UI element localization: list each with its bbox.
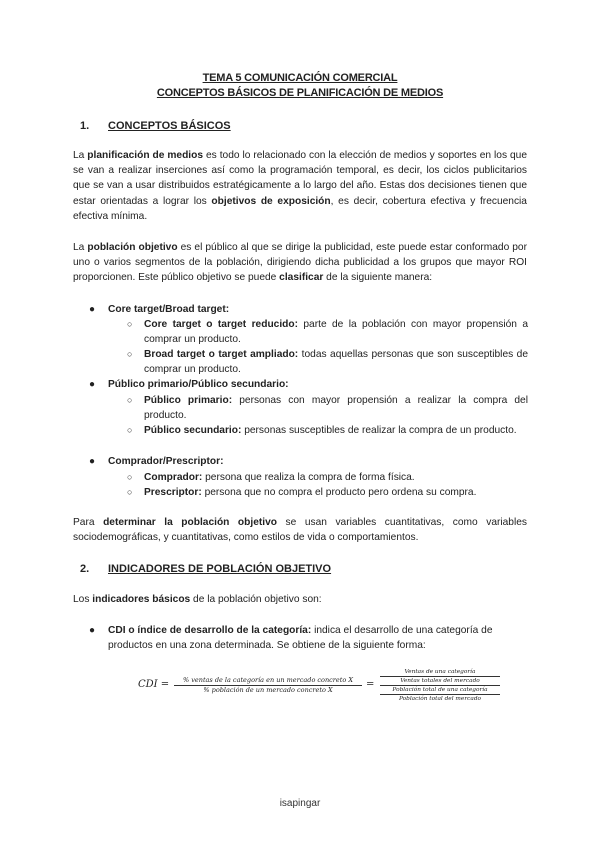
- list-subitem-comprador: ○ Comprador: persona que realiza la compra de forma física.: [127, 472, 415, 483]
- formula-num-bottom: Ventas totales del mercado: [400, 678, 480, 684]
- formula-lhs: CDI =: [138, 679, 170, 690]
- list-item-cdi: ● CDI o índice de desarrollo de la categoría: indica el desarrollo de una categoría de productos en una zona determinada. Se obtiene de la siguiente forma:: [89, 625, 493, 651]
- bullet-icon: ●: [89, 456, 96, 467]
- section2-heading: [80, 563, 331, 575]
- cdi-formula: [138, 668, 498, 708]
- formula-num-top: Ventas de una categoría: [380, 668, 500, 677]
- list-item-comprador: ● Comprador/Prescriptor:: [89, 456, 224, 467]
- list-subitem-prescriptor: ○ Prescriptor: persona que no compra el producto pero ordena su compra.: [127, 487, 477, 498]
- list-subitem-core-target: ○ Core target o target reducido: parte de la población con mayor propensión a comprar un producto.: [127, 319, 528, 345]
- formula-equals: =: [366, 679, 375, 690]
- doc-title-line2: CONCEPTOS BÁSICOS DE PLANIFICACIÓN DE MEDIOS: [156, 87, 444, 99]
- section1-heading: [80, 120, 231, 132]
- para-determinar: Para determinar la población objetivo se usan variables cuantitativas, como variables sociodemográficas, y cuantitativas, como estilos de vida o comportamientos.: [73, 517, 527, 544]
- section2-number: 2.: [80, 563, 90, 575]
- para-planificacion: La planificación de medios es todo lo relacionado con la elección de medios y soportes en los que se van a realizar inserciones así como la programación temporal, es decir, los ciclos publicitarios que se van a usar distribuidos estratégicamente a lo largo del año. Estas dos decisiones tienen que estar orientadas a lograr los objetivos de exposición, es decir, cobertura efectiva y frecuencia efectiva mínima.: [73, 150, 527, 222]
- circle-bullet-icon: ○: [127, 395, 133, 405]
- circle-bullet-icon: ○: [127, 425, 133, 435]
- list-item-core-broad: ● Core target/Broad target:: [89, 304, 230, 315]
- list-item-publico: ● Público primario/Público secundario:: [89, 379, 289, 390]
- doc-title-line1: TEMA 5 COMUNICACIÓN COMERCIAL: [202, 72, 398, 84]
- list-subitem-publico-primario: ○ Público primario: personas con mayor propensión a realizar la compra del producto.: [127, 395, 528, 421]
- section2-title: INDICADORES DE POBLACIÓN OBJETIVO: [108, 563, 332, 575]
- bullet-icon: ●: [89, 379, 96, 390]
- list-subitem-publico-secundario: ○ Público secundario: personas susceptibles de realizar la compra de un producto.: [127, 425, 517, 436]
- para-indicadores: Los indicadores básicos de la población objetivo son:: [73, 594, 322, 605]
- bullet-icon: ●: [89, 625, 96, 636]
- section1-number: 1.: [80, 120, 90, 132]
- circle-bullet-icon: ○: [127, 319, 133, 329]
- circle-bullet-icon: ○: [127, 349, 133, 359]
- bullet-icon: ●: [89, 304, 96, 315]
- circle-bullet-icon: ○: [127, 487, 133, 497]
- formula-den-bottom: Población total del mercado: [398, 696, 482, 702]
- section1-title: CONCEPTOS BÁSICOS: [108, 120, 231, 132]
- footer-author: isapingar: [279, 798, 321, 809]
- circle-bullet-icon: ○: [127, 472, 133, 482]
- formula-den-1: % población de un mercado concreto X: [203, 686, 333, 694]
- list-subitem-broad-target: ○ Broad target o target ampliado: todas aquellas personas que son susceptibles de comprar un producto.: [127, 349, 528, 375]
- para-poblacion-objetivo: La población objetivo es el público al que se dirige la publicidad, este puede estar conformado por uno o varios segmentos de la población, dirigiendo dicha publicidad a los grupos que mayor ROI proporcionen. Este público objetivo se puede clasificar de la siguiente manera:: [73, 242, 527, 284]
- formula-num-1: % ventas de la categoría en un mercado concreto X: [174, 676, 362, 686]
- formula-fraction-1: [174, 676, 362, 694]
- formula-den-top: Población total de una categoría: [380, 686, 500, 695]
- formula-fraction-2: [380, 668, 500, 703]
